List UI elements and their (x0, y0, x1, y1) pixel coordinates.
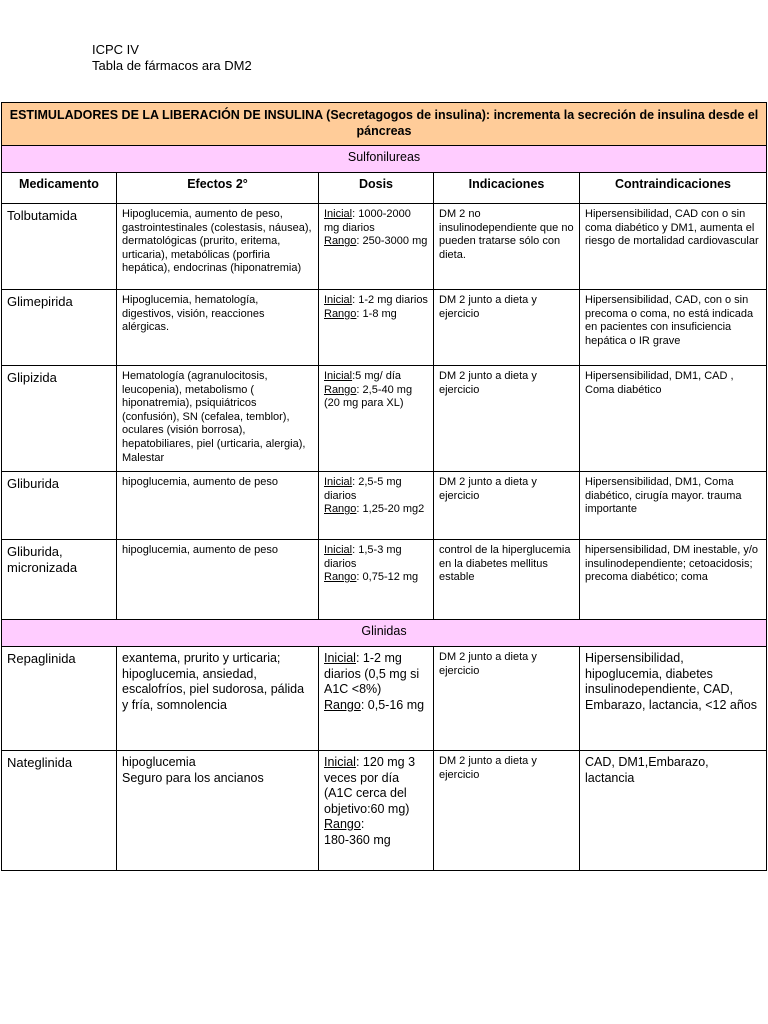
table-row (2, 751, 767, 871)
cell-indicaciones: DM 2 junto a dieta y ejercicio (434, 472, 580, 540)
column-header-indicaciones: Indicaciones (434, 173, 580, 204)
cell-contraindicaciones: Hipersensibilidad, hipoglucemia, diabetes insulinodependiente, CAD, Embarazo, lactancia, <12 años (580, 647, 767, 751)
dosis-rango-value: 180-360 mg (324, 832, 391, 847)
cell-dosis (319, 751, 434, 871)
document-header (92, 42, 252, 74)
column-header-dosis: Dosis (319, 173, 434, 204)
table-row (2, 366, 767, 472)
column-header-medicamento: Medicamento (2, 173, 117, 204)
dosis-inicial-value: : 2,5-5 mg diarios (324, 476, 402, 502)
dosis-rango-value: : 1-8 mg (356, 307, 397, 320)
table-title-row (2, 103, 767, 146)
cell-indicaciones: DM 2 junto a dieta y ejercicio (434, 647, 580, 751)
dosis-inicial-value: : 1,5-3 mg diarios (324, 544, 402, 570)
dosis-rango-value: : 250-3000 mg (356, 235, 428, 248)
cell-indicaciones: DM 2 junto a dieta y ejercicio (434, 366, 580, 472)
cell-medicamento: Repaglinida (2, 647, 117, 751)
table-title: ESTIMULADORES DE LA LIBERACIÓN DE INSULINA (Secretagogos de insulina): incrementa la secreción de insulina desde el páncreas (2, 103, 767, 146)
dosis-inicial-label: Inicial (324, 651, 356, 665)
cell-contraindicaciones: Hipersensibilidad, CAD, con o sin precoma o coma, no está indicada en pacientes con insuficiencia hepática o IR grave (580, 290, 767, 366)
table-row (2, 204, 767, 290)
cell-efectos: exantema, prurito y urticaria; hipoglucemia, ansiedad, escalofríos, piel sudorosa, pálida y fría, somnolencia (117, 647, 319, 751)
dosis-inicial-label: Inicial (324, 294, 353, 306)
cell-medicamento: Gliburida (2, 472, 117, 540)
dosis-rango-value: : 0,5-16 mg (360, 697, 425, 712)
cell-efectos: hipoglucemia, aumento de peso (117, 540, 319, 620)
cell-contraindicaciones: CAD, DM1,Embarazo, lactancia (580, 751, 767, 871)
dosis-rango-label: Rango (324, 503, 357, 516)
efectos-line-1: hipoglucemia (122, 755, 196, 769)
group-label-sulfonilureas: Sulfonilureas (2, 146, 767, 173)
dosis-inicial-value: : 1-2 mg diarios (352, 294, 428, 306)
dosis-rango-label: Rango (324, 817, 361, 831)
column-header-contraindicaciones: Contraindicaciones (580, 173, 767, 204)
drug-table (1, 102, 767, 871)
table-row (2, 647, 767, 751)
dosis-inicial-value: :5 mg/ día (352, 370, 402, 382)
cell-indicaciones: DM 2 junto a dieta y ejercicio (434, 751, 580, 871)
dosis-rango-value: : 1,25-20 mg2 (356, 503, 425, 516)
cell-indicaciones: DM 2 no insulinodependiente que no pueden tratarse sólo con dieta. (434, 204, 580, 290)
dosis-rango-label: Rango (324, 571, 357, 584)
cell-medicamento: Nateglinida (2, 751, 117, 871)
group-label-glinidas: Glinidas (2, 620, 767, 647)
cell-dosis (319, 290, 434, 366)
efectos-line-2: Seguro para los ancianos (122, 770, 264, 785)
cell-dosis (319, 647, 434, 751)
dosis-inicial-label: Inicial (324, 476, 353, 488)
cell-medicamento: Gliburida, micronizada (2, 540, 117, 620)
dosis-inicial-label: Inicial (324, 755, 356, 769)
dosis-inicial-label: Inicial (324, 208, 353, 220)
cell-efectos: hipoglucemia, aumento de peso (117, 472, 319, 540)
dosis-rango-label: Rango (324, 383, 357, 396)
cell-efectos: Hipoglucemia, hematología, digestivos, visión, reacciones alérgicas. (117, 290, 319, 366)
column-header-efectos: Efectos 2° (117, 173, 319, 204)
cell-dosis (319, 366, 434, 472)
cell-contraindicaciones: Hipersensibilidad, DM1, CAD , Coma diabético (580, 366, 767, 472)
header-line-1: ICPC IV (92, 42, 139, 57)
cell-indicaciones: control de la hiperglucemia en la diabetes mellitus estable (434, 540, 580, 620)
table-row (2, 290, 767, 366)
dosis-rango-value: : 0,75-12 mg (356, 571, 419, 584)
header-line-2: Tabla de fármacos ara DM2 (92, 58, 252, 73)
group-row-glinidas (2, 620, 767, 647)
dosis-inicial-label: Inicial (324, 544, 353, 556)
dosis-rango-label: Rango (324, 697, 361, 712)
cell-dosis (319, 472, 434, 540)
dosis-inicial-value: : 1-2 mg diarios (0,5 mg si A1C <8%) (324, 651, 420, 696)
dosis-rango-value: : 2,5-40 mg (20 mg para XL) (324, 383, 413, 410)
dosis-inicial-label: Inicial (324, 370, 353, 382)
cell-dosis (319, 540, 434, 620)
cell-medicamento: Glimepirida (2, 290, 117, 366)
column-header-row (2, 173, 767, 204)
cell-efectos: Hematología (agranulocitosis, leucopenia), metabolismo ( hiponatremia), psiquiátricos (confusión), SN (cefalea, temblor), oculares (visión borrosa), hepatobiliares, piel (urticaria, alergia), Malestar (117, 366, 319, 472)
dosis-rango-sep: : (360, 817, 365, 831)
dosis-rango-label: Rango (324, 307, 357, 320)
cell-medicamento: Glipizida (2, 366, 117, 472)
cell-efectos: Hipoglucemia, aumento de peso, gastrointestinales (colestasis, náusea), dermatológicas (prurito, eritema, urticaria), metabólicas (porfiria hepática), endocrinas (hiponatremia) (117, 204, 319, 290)
cell-dosis (319, 204, 434, 290)
cell-medicamento: Tolbutamida (2, 204, 117, 290)
cell-contraindicaciones: Hipersensibilidad, DM1, Coma diabético, cirugía mayor. trauma importante (580, 472, 767, 540)
table-row (2, 472, 767, 540)
group-row-sulfonilureas (2, 146, 767, 173)
cell-indicaciones: DM 2 junto a dieta y ejercicio (434, 290, 580, 366)
cell-contraindicaciones: Hipersensibilidad, CAD con o sin coma diabético y DM1, aumenta el riesgo de mortalidad cardiovascular (580, 204, 767, 290)
cell-efectos (117, 751, 319, 871)
cell-contraindicaciones: hipersensibilidad, DM inestable, y/o insulinodependiente; cetoacidosis; precoma diabético; coma (580, 540, 767, 620)
dosis-rango-label: Rango (324, 235, 357, 248)
dosis-inicial-value: : 120 mg 3 veces por día (A1C cerca del objetivo:60 mg) (324, 755, 416, 816)
dosis-inicial-value: : 1000-2000 mg diarios (324, 208, 411, 234)
table-row (2, 540, 767, 620)
